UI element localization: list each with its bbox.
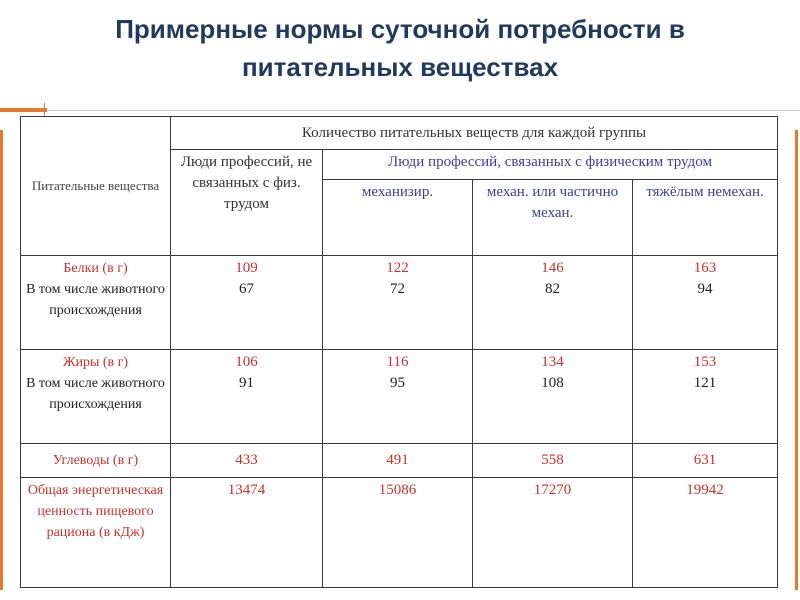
- header-quantity: Количество питательных веществ для каждой группы: [171, 117, 778, 150]
- value-animal: 95: [390, 375, 405, 391]
- value-animal: 72: [390, 281, 405, 297]
- value-total: 153: [693, 354, 717, 370]
- row-label-main: Углеводы (в г): [52, 453, 139, 468]
- decor-orange-tick: [44, 103, 45, 117]
- row-label-carbs: [21, 444, 171, 478]
- table-header-row-1: [21, 117, 778, 150]
- row-label-sub: В том числе животного происхождения: [26, 376, 165, 412]
- value-total: 15086: [378, 482, 417, 498]
- row-label-sub: В том числе животного происхождения: [26, 282, 165, 318]
- cell-carbs-partially-mechanized: [473, 444, 633, 478]
- cell-energy-partially-mechanized: [473, 478, 633, 588]
- cell-energy-heavy: [633, 478, 778, 588]
- slide-title-line2: питательных веществах: [241, 52, 559, 82]
- value-total: 491: [386, 452, 409, 468]
- cell-energy-non-physical: [171, 478, 323, 588]
- decor-left-accent: [0, 130, 3, 590]
- slide-title-line1: Примерные нормы суточной потребности в: [115, 14, 685, 44]
- cell-proteins-partially-mechanized: [473, 256, 633, 350]
- value-animal: 121: [693, 375, 717, 391]
- nutrition-norms-table: [20, 116, 778, 588]
- cell-proteins-mechanized: [323, 256, 473, 350]
- decor-right-accent: [795, 130, 798, 590]
- row-label-main: Жиры (в г): [62, 355, 129, 370]
- value-animal: 94: [697, 281, 713, 297]
- header-mechanized: механизир.: [323, 180, 473, 256]
- header-physical: Люди профессий, связанных с физическим трудом: [323, 150, 778, 180]
- value-total: 558: [541, 452, 564, 468]
- row-label-proteins: [21, 256, 171, 350]
- value-total: 134: [541, 354, 564, 370]
- decor-divider-line: [47, 110, 800, 111]
- decor-orange-bar: [0, 108, 47, 112]
- row-label-main: Белки (в г): [63, 261, 128, 276]
- row-label-energy: [21, 478, 171, 588]
- value-total: 106: [235, 354, 258, 370]
- slide-title: [40, 10, 760, 86]
- value-total: 13474: [227, 482, 266, 498]
- value-total: 122: [386, 260, 409, 276]
- header-heavy: тяжёлым немехан.: [633, 180, 778, 256]
- table-row: [21, 444, 778, 478]
- value-total: 109: [235, 260, 258, 276]
- cell-fats-mechanized: [323, 350, 473, 444]
- cell-fats-partially-mechanized: [473, 350, 633, 444]
- value-animal: 91: [239, 375, 254, 391]
- value-total: 146: [541, 260, 564, 276]
- value-total: 433: [235, 452, 258, 468]
- value-animal: 82: [545, 281, 560, 297]
- table-row: [21, 350, 778, 444]
- value-animal: 108: [541, 375, 564, 391]
- value-total: 17270: [533, 482, 572, 498]
- header-nutrients: Питательные вещества: [21, 117, 171, 256]
- value-total: 631: [693, 452, 717, 468]
- row-label-main: Общая энергетическая ценность пищевого рациона (в кДж): [27, 483, 164, 540]
- cell-carbs-mechanized: [323, 444, 473, 478]
- cell-proteins-heavy: [633, 256, 778, 350]
- value-total: 19942: [686, 482, 724, 498]
- cell-energy-mechanized: [323, 478, 473, 588]
- cell-fats-heavy: [633, 350, 778, 444]
- table-row: [21, 478, 778, 588]
- cell-proteins-non-physical: [171, 256, 323, 350]
- row-label-fats: [21, 350, 171, 444]
- header-partially-mechanized: механ. или частично механ.: [473, 180, 633, 256]
- cell-fats-non-physical: [171, 350, 323, 444]
- header-non-physical: Люди профессий, не связанных с физ. трудом: [171, 150, 323, 256]
- value-total: 163: [693, 260, 717, 276]
- cell-carbs-heavy: [633, 444, 778, 478]
- table-row: [21, 256, 778, 350]
- cell-carbs-non-physical: [171, 444, 323, 478]
- value-animal: 67: [239, 281, 254, 297]
- value-total: 116: [386, 354, 409, 370]
